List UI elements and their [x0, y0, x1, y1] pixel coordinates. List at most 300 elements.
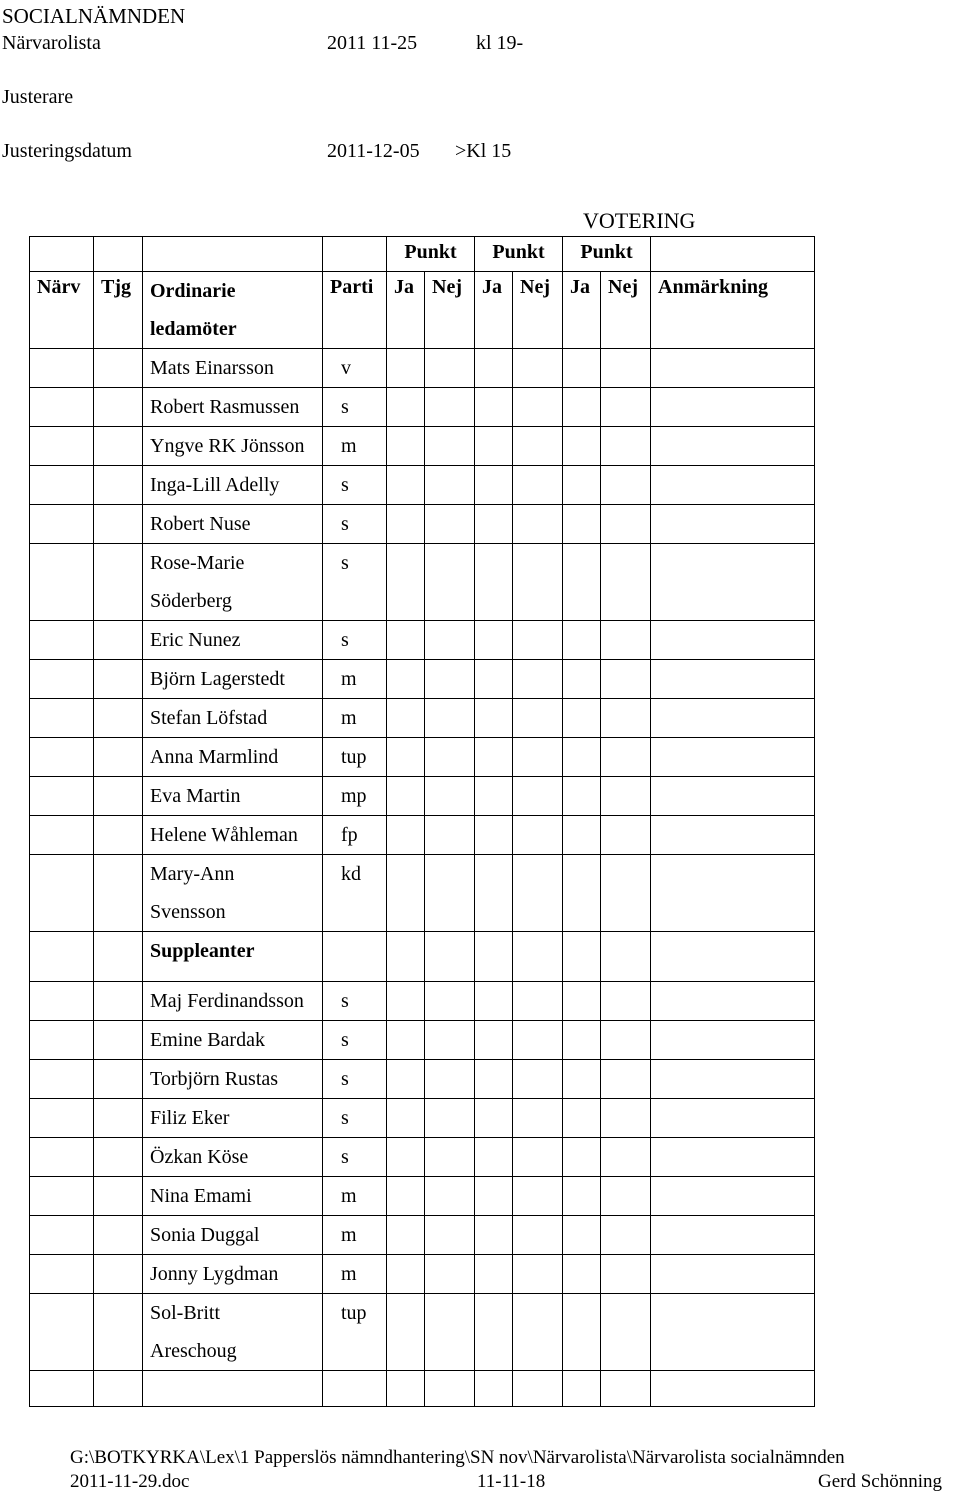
vote-cell	[601, 1021, 651, 1060]
member-parti: s	[323, 1099, 387, 1138]
vote-cell	[601, 466, 651, 505]
tjg-cell	[94, 816, 143, 855]
narv-cell	[30, 505, 94, 544]
member-name-line1: Robert Nuse	[150, 513, 251, 535]
narv-cell	[30, 777, 94, 816]
member-parti: fp	[323, 816, 387, 855]
vote-cell	[563, 621, 601, 660]
member-parti: m	[323, 1177, 387, 1216]
vote-cell	[651, 699, 815, 738]
vote-cell	[475, 660, 513, 699]
vote-cell	[651, 544, 815, 621]
vote-cell	[513, 505, 563, 544]
vote-cell	[143, 1371, 323, 1407]
vote-cell	[651, 1099, 815, 1138]
vote-cell	[563, 466, 601, 505]
vote-cell	[475, 621, 513, 660]
vote-cell	[513, 388, 563, 427]
footer-author: Gerd Schönning	[818, 1471, 943, 1492]
header-nej-1: Nej	[425, 272, 475, 349]
narv-cell	[30, 621, 94, 660]
vote-cell	[425, 621, 475, 660]
vote-cell	[475, 1060, 513, 1099]
member-name-line1: Torbjörn Rustas	[150, 1068, 279, 1090]
member-name-line1: Eric Nunez	[150, 629, 241, 651]
member-parti: tup	[323, 738, 387, 777]
member-parti: s	[323, 505, 387, 544]
member-name-line1: Anna Marmlind	[150, 746, 279, 768]
member-name	[143, 1216, 323, 1255]
vote-cell	[475, 388, 513, 427]
vote-cell	[387, 738, 425, 777]
tjg-cell	[94, 621, 143, 660]
vote-cell	[563, 777, 601, 816]
vote-cell	[425, 816, 475, 855]
vote-cell	[601, 816, 651, 855]
tjg-cell	[94, 1138, 143, 1177]
vote-cell	[563, 427, 601, 466]
member-name	[143, 544, 323, 621]
vote-cell	[601, 1294, 651, 1371]
vote-cell	[387, 932, 425, 982]
vote-cell	[387, 1255, 425, 1294]
vote-cell	[387, 621, 425, 660]
vote-cell	[387, 1060, 425, 1099]
member-name	[143, 1177, 323, 1216]
vote-cell	[651, 349, 815, 388]
vote-cell	[475, 1255, 513, 1294]
header-parti: Parti	[323, 272, 387, 349]
vote-cell	[651, 932, 815, 982]
tjg-cell	[94, 932, 143, 982]
suppleanter-label: Suppleanter	[143, 932, 323, 982]
member-parti: s	[323, 621, 387, 660]
vote-cell	[475, 466, 513, 505]
tjg-cell	[94, 505, 143, 544]
vote-cell	[601, 699, 651, 738]
vote-cell	[513, 427, 563, 466]
vote-cell	[425, 1294, 475, 1371]
narv-cell	[30, 466, 94, 505]
vote-cell	[323, 1371, 387, 1407]
vote-cell	[601, 427, 651, 466]
justerare-label: Justerare	[2, 86, 74, 108]
vote-cell	[651, 660, 815, 699]
narv-cell	[30, 1060, 94, 1099]
vote-cell	[563, 855, 601, 932]
header-ordinarie-line2: ledamöter	[150, 318, 237, 340]
member-parti: s	[323, 1021, 387, 1060]
footer-path: G:\BOTKYRKA\Lex\1 Papperslös nämndhantering\SN nov\Närvarolista\Närvarolista socialnämnden	[70, 1447, 845, 1468]
member-row	[30, 1216, 815, 1255]
vote-cell	[601, 1099, 651, 1138]
vote-cell	[513, 816, 563, 855]
tjg-cell	[94, 388, 143, 427]
vote-cell	[387, 349, 425, 388]
vote-cell	[425, 544, 475, 621]
member-name	[143, 1255, 323, 1294]
vote-cell	[475, 855, 513, 932]
suppleanter-header-row	[30, 932, 815, 982]
vote-cell	[563, 1060, 601, 1099]
org-name: SOCIALNÄMNDEN	[2, 4, 186, 28]
member-row	[30, 1177, 815, 1216]
vote-cell	[387, 1177, 425, 1216]
narv-cell	[30, 427, 94, 466]
vote-cell	[475, 1177, 513, 1216]
member-row	[30, 699, 815, 738]
vote-cell	[425, 1216, 475, 1255]
header-narv: Närv	[30, 272, 94, 349]
member-row	[30, 544, 815, 621]
footer-file: 2011-11-29.doc	[70, 1471, 190, 1492]
document-title: Närvarolista	[2, 32, 101, 54]
vote-cell	[601, 932, 651, 982]
vote-cell	[601, 1138, 651, 1177]
vote-cell	[387, 699, 425, 738]
vote-cell	[387, 427, 425, 466]
vote-cell	[563, 1021, 601, 1060]
header-nej-3: Nej	[601, 272, 651, 349]
vote-cell	[475, 544, 513, 621]
vote-cell	[601, 1216, 651, 1255]
tjg-cell	[94, 1294, 143, 1371]
vote-cell	[475, 699, 513, 738]
member-row	[30, 1060, 815, 1099]
vote-cell	[563, 1294, 601, 1371]
vote-cell	[425, 427, 475, 466]
vote-cell	[601, 738, 651, 777]
member-name-line1: Yngve RK Jönsson	[150, 435, 305, 457]
vote-cell	[651, 1138, 815, 1177]
vote-cell	[651, 427, 815, 466]
member-row	[30, 1021, 815, 1060]
member-parti: tup	[323, 1294, 387, 1371]
narv-cell	[30, 982, 94, 1021]
vote-cell	[387, 1216, 425, 1255]
vote-cell	[387, 388, 425, 427]
vote-cell	[425, 1138, 475, 1177]
member-row	[30, 777, 815, 816]
vote-cell	[475, 1021, 513, 1060]
header-anmarkning: Anmärkning	[651, 272, 815, 349]
vote-cell	[601, 388, 651, 427]
vote-cell	[513, 544, 563, 621]
member-row	[30, 349, 815, 388]
vote-cell	[425, 932, 475, 982]
vote-cell	[601, 855, 651, 932]
vote-cell	[475, 738, 513, 777]
vote-cell	[651, 1021, 815, 1060]
narv-cell	[30, 816, 94, 855]
member-name	[143, 1138, 323, 1177]
vote-cell	[563, 1216, 601, 1255]
vote-cell	[563, 699, 601, 738]
vote-cell	[475, 505, 513, 544]
vote-cell	[475, 816, 513, 855]
vote-cell	[563, 738, 601, 777]
narv-cell	[30, 1216, 94, 1255]
member-name-line2: Areschoug	[150, 1340, 237, 1362]
header-ja-3: Ja	[563, 272, 601, 349]
tjg-cell	[94, 982, 143, 1021]
vote-cell	[513, 1255, 563, 1294]
vote-cell	[601, 982, 651, 1021]
member-parti: m	[323, 1255, 387, 1294]
tjg-cell	[94, 1060, 143, 1099]
vote-cell	[513, 1371, 563, 1407]
vote-cell	[30, 1371, 94, 1407]
punkt-header-row	[30, 237, 815, 272]
vote-cell	[387, 777, 425, 816]
meeting-date: 2011 11-25	[327, 32, 418, 54]
vote-cell	[513, 466, 563, 505]
member-parti: s	[323, 1060, 387, 1099]
member-name	[143, 982, 323, 1021]
vote-cell	[513, 349, 563, 388]
vote-cell	[651, 855, 815, 932]
vote-cell	[601, 1060, 651, 1099]
member-name	[143, 1021, 323, 1060]
member-parti: kd	[323, 855, 387, 932]
narv-cell	[30, 388, 94, 427]
tjg-cell	[94, 1099, 143, 1138]
vote-cell	[563, 388, 601, 427]
tjg-cell	[94, 466, 143, 505]
vote-cell	[425, 1371, 475, 1407]
vote-cell	[475, 1099, 513, 1138]
vote-cell	[425, 388, 475, 427]
tjg-cell	[94, 427, 143, 466]
member-name	[143, 1099, 323, 1138]
member-parti: s	[323, 466, 387, 505]
vote-cell	[425, 855, 475, 932]
vote-cell	[475, 1371, 513, 1407]
vote-cell	[387, 816, 425, 855]
vote-cell	[513, 777, 563, 816]
vote-cell	[513, 738, 563, 777]
tjg-cell	[94, 660, 143, 699]
member-parti: m	[323, 427, 387, 466]
tjg-cell	[94, 349, 143, 388]
vote-cell	[563, 1138, 601, 1177]
header-ja-2: Ja	[475, 272, 513, 349]
vote-cell	[513, 1216, 563, 1255]
punkt-label-2: Punkt	[475, 237, 563, 272]
vote-cell	[651, 777, 815, 816]
vote-cell	[651, 1294, 815, 1371]
column-header-row	[30, 272, 815, 349]
member-name-line1: Eva Martin	[150, 785, 241, 807]
vote-cell	[513, 699, 563, 738]
member-name	[143, 621, 323, 660]
vote-cell	[513, 1294, 563, 1371]
vote-cell	[387, 982, 425, 1021]
member-name-line1: Filiz Eker	[150, 1107, 230, 1129]
tjg-cell	[94, 777, 143, 816]
vote-cell	[563, 544, 601, 621]
narv-cell	[30, 660, 94, 699]
member-name-line1: Nina Emami	[150, 1185, 252, 1207]
member-name	[143, 1060, 323, 1099]
vote-cell	[601, 777, 651, 816]
vote-cell	[601, 621, 651, 660]
punkt-label-1: Punkt	[387, 237, 475, 272]
member-row	[30, 1294, 815, 1371]
member-row	[30, 1099, 815, 1138]
vote-cell	[425, 1021, 475, 1060]
vote-cell	[651, 1177, 815, 1216]
vote-cell	[513, 932, 563, 982]
member-name-line1: Inga-Lill Adelly	[150, 474, 280, 496]
member-name-line1: Emine Bardak	[150, 1029, 265, 1051]
narv-cell	[30, 855, 94, 932]
member-name-line1: Stefan Löfstad	[150, 707, 268, 729]
narv-cell	[30, 932, 94, 982]
vote-cell	[563, 660, 601, 699]
narv-cell	[30, 1021, 94, 1060]
justeringsdatum-label: Justeringsdatum	[2, 140, 132, 162]
member-row	[30, 738, 815, 777]
vote-cell	[563, 1177, 601, 1216]
member-parti: s	[323, 544, 387, 621]
vote-cell	[475, 777, 513, 816]
vote-cell	[475, 1216, 513, 1255]
vote-cell	[651, 1060, 815, 1099]
narv-cell	[30, 738, 94, 777]
member-name-line2: Söderberg	[150, 590, 232, 612]
footer-date: 11-11-18	[477, 1471, 546, 1492]
vote-cell	[425, 1099, 475, 1138]
member-parti: m	[323, 699, 387, 738]
vote-cell	[387, 505, 425, 544]
vote-cell	[475, 932, 513, 982]
member-row	[30, 660, 815, 699]
vote-cell	[387, 1021, 425, 1060]
empty-row	[30, 1371, 815, 1407]
vote-cell	[425, 1255, 475, 1294]
vote-cell	[651, 388, 815, 427]
member-row	[30, 427, 815, 466]
vote-cell	[651, 1216, 815, 1255]
vote-cell	[601, 1177, 651, 1216]
header-ordinarie	[143, 272, 323, 349]
member-name-line1: Robert Rasmussen	[150, 396, 300, 418]
vote-cell	[513, 855, 563, 932]
header-nej-2: Nej	[513, 272, 563, 349]
header-ordinarie-line1: Ordinarie	[150, 280, 236, 302]
narv-cell	[30, 544, 94, 621]
header-ja-1: Ja	[387, 272, 425, 349]
member-parti: mp	[323, 777, 387, 816]
vote-cell	[651, 1255, 815, 1294]
tjg-cell	[94, 1255, 143, 1294]
member-name-line1: Mats Einarsson	[150, 357, 274, 379]
member-name	[143, 427, 323, 466]
member-name-line1: Maj Ferdinandsson	[150, 990, 304, 1012]
member-name	[143, 505, 323, 544]
member-name	[143, 738, 323, 777]
member-name-line1: Mary-Ann	[150, 863, 235, 885]
member-name	[143, 660, 323, 699]
vote-cell	[601, 544, 651, 621]
narv-cell	[30, 1294, 94, 1371]
member-row	[30, 466, 815, 505]
narv-cell	[30, 1099, 94, 1138]
vote-cell	[425, 1060, 475, 1099]
tjg-cell	[94, 1177, 143, 1216]
vote-cell	[475, 982, 513, 1021]
vote-cell	[563, 982, 601, 1021]
vote-cell	[563, 505, 601, 544]
member-parti: s	[323, 1138, 387, 1177]
vote-cell	[387, 466, 425, 505]
vote-cell	[513, 660, 563, 699]
member-name-line1: Rose-Marie	[150, 552, 245, 574]
vote-cell	[513, 1138, 563, 1177]
vote-cell	[425, 699, 475, 738]
member-row	[30, 388, 815, 427]
vote-cell	[651, 982, 815, 1021]
vote-cell	[513, 1060, 563, 1099]
vote-cell	[387, 1099, 425, 1138]
vote-cell	[563, 816, 601, 855]
member-row	[30, 505, 815, 544]
narv-cell	[30, 1138, 94, 1177]
vote-cell	[513, 982, 563, 1021]
vote-cell	[651, 621, 815, 660]
member-name	[143, 1294, 323, 1371]
vote-cell	[651, 738, 815, 777]
vote-cell	[563, 1371, 601, 1407]
narv-cell	[30, 699, 94, 738]
vote-cell	[425, 349, 475, 388]
member-parti: s	[323, 982, 387, 1021]
member-name-line1: Helene Wåhleman	[150, 824, 298, 846]
vote-cell	[425, 738, 475, 777]
vote-cell	[651, 466, 815, 505]
member-name-line1: Jonny Lygdman	[150, 1263, 279, 1285]
vote-cell	[425, 660, 475, 699]
vote-cell	[651, 1371, 815, 1407]
vote-cell	[387, 544, 425, 621]
member-name	[143, 349, 323, 388]
vote-cell	[475, 1294, 513, 1371]
vote-cell	[425, 466, 475, 505]
vote-cell	[475, 427, 513, 466]
vote-cell	[425, 1177, 475, 1216]
vote-cell	[513, 1021, 563, 1060]
member-name	[143, 466, 323, 505]
vote-cell	[475, 1138, 513, 1177]
member-row	[30, 621, 815, 660]
vote-cell	[425, 982, 475, 1021]
member-name-line2: Svensson	[150, 901, 226, 923]
vote-cell	[387, 1294, 425, 1371]
member-row	[30, 855, 815, 932]
vote-cell	[513, 1177, 563, 1216]
vote-cell	[425, 505, 475, 544]
vote-cell	[425, 777, 475, 816]
member-parti: m	[323, 1216, 387, 1255]
vote-cell	[563, 1099, 601, 1138]
vote-cell	[601, 505, 651, 544]
vote-cell	[601, 1255, 651, 1294]
vote-cell	[651, 505, 815, 544]
vote-cell	[513, 621, 563, 660]
member-name-line1: Sol-Britt	[150, 1302, 221, 1324]
vote-cell	[387, 855, 425, 932]
